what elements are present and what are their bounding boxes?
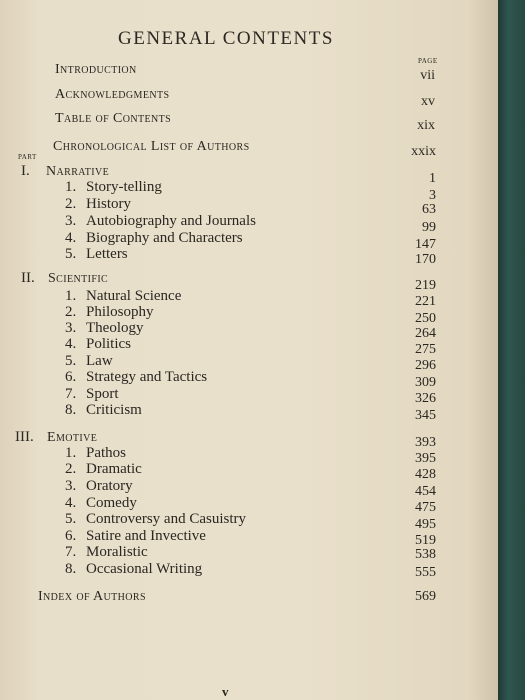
section-label: Natural Science (86, 288, 182, 304)
page-column-header: PAGE (418, 57, 438, 65)
section-label: Autobiography and Journals (86, 213, 256, 229)
section-page: 3 (429, 188, 436, 203)
section-page: 495 (415, 517, 436, 532)
section-page: 264 (415, 326, 436, 341)
section-page: 538 (415, 547, 436, 562)
section-label: Law (86, 353, 113, 369)
section-label: Dramatic (86, 461, 142, 477)
part-page: 1 (429, 171, 436, 186)
section-number: 2. (65, 461, 77, 477)
section-label: Strategy and Tactics (86, 369, 208, 385)
section-label: Occasional Writing (86, 561, 203, 577)
section-page: 147 (415, 237, 436, 252)
section-label: Pathos (86, 445, 127, 461)
part-title: Scientific (48, 271, 109, 286)
part-numeral: I. (21, 163, 30, 179)
part-page: 219 (415, 278, 436, 293)
section-number: 3. (65, 320, 77, 336)
section-label: Philosophy (86, 304, 154, 320)
section-number: 1. (65, 445, 77, 461)
section-page: 250 (415, 311, 436, 326)
section-page: 170 (415, 252, 436, 267)
toc-entry-index-of-authors: Index of Authors (38, 589, 146, 604)
section-label: Biography and Characters (86, 230, 243, 246)
toc-entry-chronological-list: Chronological List of Authors (53, 139, 250, 154)
section-label: Story-telling (86, 179, 162, 195)
section-page: 519 (415, 533, 436, 548)
part-title: Emotive (47, 430, 98, 445)
section-number: 4. (65, 495, 77, 511)
section-number: 7. (65, 386, 77, 402)
section-label: Controversy and Casuistry (86, 511, 246, 527)
section-label: Criticism (86, 402, 142, 418)
section-number: 2. (65, 304, 77, 320)
section-page: 475 (415, 500, 436, 515)
section-number: 7. (65, 544, 77, 560)
section-number: 1. (65, 288, 77, 304)
book-cover-edge (498, 0, 525, 700)
section-page: 275 (415, 342, 436, 357)
toc-page-acknowledgments: xv (421, 94, 435, 109)
section-number: 8. (65, 561, 77, 577)
section-label: Politics (86, 336, 132, 352)
section-number: 4. (65, 230, 77, 246)
section-label: Satire and Invective (86, 528, 206, 544)
section-number: 6. (65, 528, 77, 544)
section-label: Moralistic (86, 544, 148, 560)
section-label: Sport (86, 386, 119, 402)
toc-page-table-of-contents: xix (417, 118, 435, 133)
toc-page-chronological-list: xxix (411, 144, 436, 159)
page-folio: v (222, 684, 229, 699)
section-number: 3. (65, 213, 77, 229)
section-number: 4. (65, 336, 77, 352)
section-page: 345 (415, 408, 436, 423)
section-page: 428 (415, 467, 436, 482)
toc-page-introduction: vii (420, 68, 435, 83)
section-number: 5. (65, 511, 77, 527)
section-number: 8. (65, 402, 77, 418)
section-number: 1. (65, 179, 77, 195)
part-page: 393 (415, 435, 436, 450)
toc-entry-acknowledgments: Acknowledgments (55, 87, 170, 102)
section-page: 63 (422, 202, 436, 217)
section-number: 5. (65, 246, 77, 262)
section-page: 326 (415, 391, 436, 406)
section-label: Oratory (86, 478, 133, 494)
part-title: Narrative (46, 164, 110, 179)
section-label: History (86, 196, 131, 212)
section-page: 221 (415, 294, 436, 309)
section-number: 6. (65, 369, 77, 385)
section-label: Letters (86, 246, 128, 262)
section-page: 309 (415, 375, 436, 390)
section-page: 296 (415, 358, 436, 373)
section-number: 5. (65, 353, 77, 369)
part-numeral: III. (15, 429, 34, 445)
page-title: GENERAL CONTENTS (118, 28, 334, 49)
section-page: 395 (415, 451, 436, 466)
section-number: 2. (65, 196, 77, 212)
section-number: 3. (65, 478, 77, 494)
section-page: 99 (422, 220, 436, 235)
section-label: Theology (86, 320, 144, 336)
toc-page-index-of-authors: 569 (415, 589, 436, 604)
section-page: 555 (415, 565, 436, 580)
toc-entry-introduction: Introduction (55, 62, 137, 77)
toc-entry-table-of-contents: Table of Contents (55, 111, 172, 126)
section-page: 454 (415, 484, 436, 499)
part-column-header: PART (18, 153, 37, 161)
section-label: Comedy (86, 495, 137, 511)
part-numeral: II. (21, 270, 35, 286)
